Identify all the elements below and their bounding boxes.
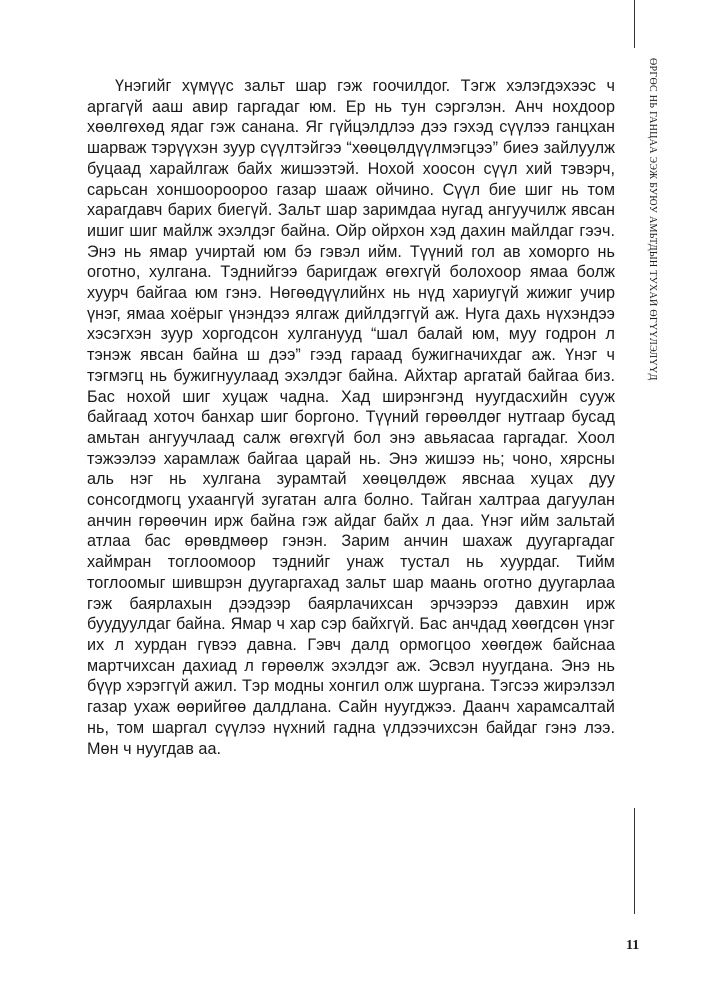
page-number: 11 bbox=[626, 938, 640, 953]
margin-rule-bottom bbox=[634, 808, 635, 914]
margin-rule-top bbox=[634, 0, 635, 48]
running-head: ӨРГӨС НЬ ГАНЦАА ЭЭЖ БУЮУ АМЬТДЫН ТУХАЙ ӨГҮҮЛЭЛҮҮД bbox=[647, 58, 658, 381]
body-paragraph: Үнэгийг хүмүүс зальт шар гэж гоочилдог. Тэгж хэлэгдэхээс ч аргагүй ааш авир гаргадаг юм. Ер нь тун сэргэлэн. Анч нохдоор хөөлгөхөд ядаг гэж санана. Яг гүйцэлдлээ дээ гэхэд сүүлээ ганцхан шарваж тэрүүхэн зуур сүүлтэйгээ “хөөцөлдүүлмэгцээ” биеэ зайлуулж буцаад харайлгаж байх жишээтэй. Нохой хоосон сүүл хий тэвэрч, сарьсан хоншоороороо газар шааж ойчино. Сүүл бие шиг нь том харагдавч барих биегүй. Зальт шар заримдаа нугад ангуучилж явсан ишиг шиг майлж эхэлдэг байна. Ойр ойрхон хэд дахин майлдаг гээч. Энэ нь ямар учиртай юм бэ гэвэл ийм. Түүний гол ав хоморго нь оготно, хулгана. Тэднийгээ баригдаж өгөхгүй болохоор ямаа болж хуурч байгаа юм гэнэ. Нөгөөдүүлийнх нь нүд хариугүй жижиг учир үнэг, ямаа хоёрыг үнэндээ ялгаж дийлдэггүй аж. Нуга дахь нүхэндээ хэсэгхэн зуур хоргодсон хулганууд “шал балай юм, муу годрон л тэнэж явсан байна ш дээ” гээд гараад бужигначихдаг аж. Үнэг ч тэгмэгц нь бужигнуулаад эхэлдэг байна. Айхтар аргатай байгаа биз. Бас нохой шиг хуцаж чадна. Хад ширэнгэнд нуугдасхийн сууж байгаад хоточ банхар шиг боргоно. Түүний гөрөөлдөг нутгаар бусад амьтан ангуучлаад салж өгөхгүй бол энэ авьяасаа гаргадаг. Хоол тэжээлээ харамлаж байгаа царай нь. Энэ жишээ нь; чоно, хярсны аль нэг нь хулгана зурамтай хөөцөлдөж явснаа хуцах дуу сонсогдмогц ухаангүй зугатан алга болно. Тайган халтраа дагуулан анчин гөрөөчин ирж байна гэж айдаг байх л даа. Үнэг ийм зальтай атлаа бас өрөвдмөөр гэнэн. Зарим анчин шахаж дуугаргадаг хаймран тоглоомоор тэднийг унаж тустал нь хуурдаг. Тийм тоглоомыг шившрэн дуугаргахад зальт шар маань оготно дуугарлаа гэж баярлахын дээдээр баярлачихсан эрчээрээ давхин ирж буудуулдаг байна. Ямар ч хар сэр байхгүй. Бас анчдад хөөгдсөн үнэг их л хурдан гүвээ давна. Гэвч далд ормогцоо хөөгдөж байснаа мартчихсан дахиад л гөрөөлж эхэлдэг аж. Эсвэл нуугдана. Энэ нь бүүр хэрэггүй ажил. Тэр модны хонгил олж шургана. Тэгсээ жирэлзэл газар ухаж өөрийгөө далдлана. Сайн нуугджээ. Даанч харамсалтай нь, том шаргал сүүлээ нүхний гадна үлдээчихсэн байдаг гэнэ лээ. Мөн ч нуугдав аа. bbox=[87, 77, 615, 758]
